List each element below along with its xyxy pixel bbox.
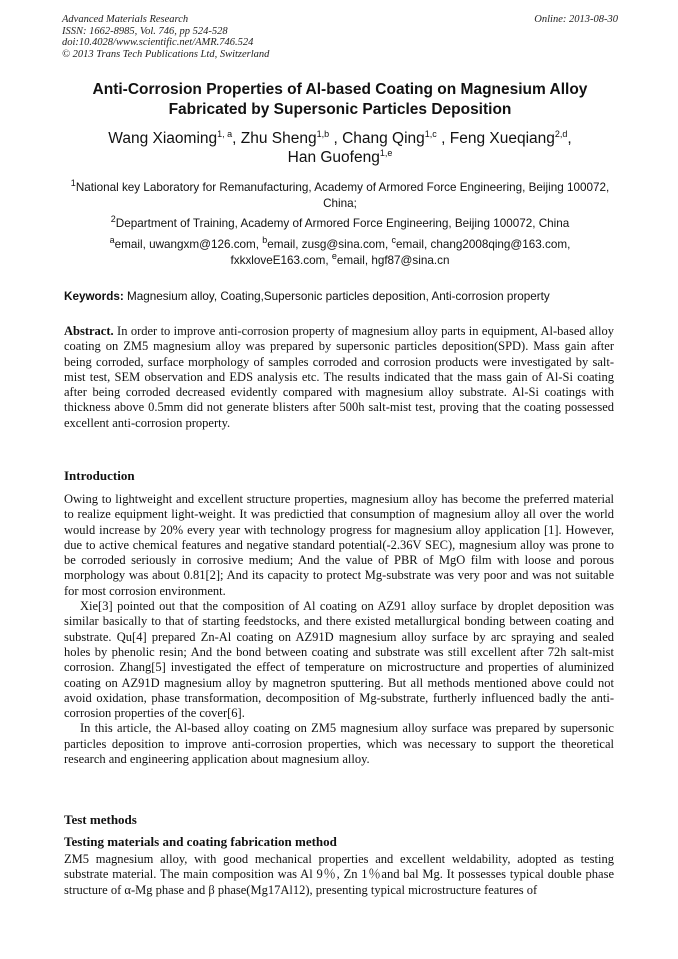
email-sup: e [331, 250, 337, 261]
keywords [64, 289, 620, 304]
paragraph: ZM5 magnesium alloy, with good mechanical properties and excellent weldability, adopted as testing substrate material. The main composition was Al 9％, Zn 1％and bal Mg. It possesses typical double phase structure of α-Mg phase and β phase(Mg17Al12), presenting typical microstructure features of [64, 852, 614, 897]
author-sup: 1,e [379, 147, 393, 158]
author-sep: , [232, 130, 241, 147]
abstract-label: Abstract. [64, 324, 114, 338]
test-methods-heading: Test methods [64, 812, 137, 827]
author-name: Wang Xiaoming [108, 130, 218, 147]
email-sup: b [262, 235, 268, 246]
author-name: Han Guofeng [287, 149, 380, 166]
paragraph: Xie[3] pointed out that the composition of Al coating on AZ91 alloy surface by droplet deposition was similar basically to that of starting feedstocks, and there existed metallurgical bonding between coating and substrate. Qu[4] prepared Zn-Al coating on AZ91D magnesium alloy surface by arc spraying and sealed holes by phenolic resin; And the bond between coating and substrate was still excellent after 72h salt-mist corrosion. Zhang[5] investigated the effect of temperature on microstructure and properties of aluminized coating on AZ91D magnesium alloy by magnetron sputtering. But all methods mentioned above could not avoid oxidation, phase transformation, decomposition of Mg-substrate, furtherly influenced badly the anti-corrosion properties of the cover[6]. [64, 599, 614, 721]
email-text: email, hgf87@sina.cn [336, 253, 450, 267]
author-sup: 1,b [316, 128, 330, 139]
issn-line: ISSN: 1662-8985, Vol. 746, pp 524-528 [62, 25, 228, 37]
online-date: Online: 2013-08-30 [534, 14, 618, 25]
email-text: email, uwangxm@126.com, [114, 238, 263, 251]
doi-line: doi:10.4028/www.scientific.net/AMR.746.524 [62, 37, 254, 48]
affiliation-sup: 2 [110, 214, 116, 225]
author-sep: , [567, 130, 572, 147]
email-list [80, 237, 600, 268]
author-sup: 1, a [217, 128, 233, 139]
email-text: email, chang2008qing@163.com, fxkxloveE163.com, [230, 238, 571, 267]
email-sup: c [391, 235, 397, 246]
copyright-line: © 2013 Trans Tech Publications Ltd, Switzerland [62, 48, 270, 60]
author-sup: 1,c [424, 128, 437, 139]
paragraph: In this article, the Al-based alloy coating on ZM5 magnesium alloy surface was prepared by supersonic particles deposition to improve anti-corrosion properties, which was necessary to support the theoretical research and engineering application about magnesium alloy. [64, 721, 614, 767]
author-name: Zhu Sheng [240, 130, 317, 147]
test-methods-subheading: Testing materials and coating fabrication method [64, 834, 337, 849]
author-sup: 2,d [554, 128, 568, 139]
author-sep: , [436, 130, 450, 147]
journal-name: Advanced Materials Research [62, 14, 189, 25]
paragraph: Owing to lightweight and excellent structure properties, magnesium alloy has become the preferred material to realize equipment light-weight. It was predictied that consumption of magnesium alloy all over the world would increase by 20% every year with technology progress for magnesium alloy application [1]. However, due to active chemical features and negative standard potential(-2.36V SEC), magnesium alloy was prone to be corroded seriously in corrosive medium; And the value of PBR of MgO film with loose and porous morphology was about 0.81[2]; And its capacity to protect Mg-substrate was very poor and was not suitable for most corrosion environment. [64, 492, 614, 598]
abstract [64, 324, 614, 431]
author-name: Feng Xueqiang [449, 130, 555, 147]
introduction-body [64, 492, 614, 767]
affiliation-text: Department of Training, Academy of Armored Force Engineering, Beijing 100072, China [115, 217, 570, 230]
journal-header [62, 14, 618, 60]
keywords-label: Keywords: [64, 290, 124, 303]
author-list [62, 129, 618, 167]
author-name: Chang Qing [342, 130, 425, 147]
introduction-heading: Introduction [64, 468, 135, 483]
affiliation-sup: 1 [70, 178, 76, 189]
keywords-text: Magnesium alloy, Coating,Supersonic particles deposition, Anti-corrosion property [127, 290, 550, 303]
affiliation-text: National key Laboratory for Remanufacturing, Academy of Armored Force Engineering, Beijing 100072, China; [75, 181, 610, 210]
affiliation-2 [62, 216, 618, 232]
test-methods-body [64, 852, 614, 898]
email-sup: a [109, 235, 115, 246]
affiliation-1 [62, 180, 618, 211]
abstract-text: In order to improve anti-corrosion property of magnesium alloy parts in equipment, Al-based alloy coating on ZM5 magnesium alloy was prepared by supersonic particles deposition(SPD). Mass gain after being corroded, surface morphology of samples corroded and corrosion products were investigated by salt-mist test, SEM observation and EDS analysis etc. The results indicated that the mass gain of Al-Si coating after being corroded decreased evidently compared with magnesium alloy substrate. Al-Si coatings with thickness above 0.5mm did not generate blisters after 500h salt-mist test, proving that the coating possessed excellent anti-corrosion property. [64, 324, 614, 430]
email-text: email, zusg@sina.com, [267, 238, 392, 251]
paper-title: Anti-Corrosion Properties of Al-based Coating on Magnesium Alloy Fabricated by Supersonic Particles Deposition [92, 81, 588, 118]
author-sep: , [329, 130, 343, 147]
